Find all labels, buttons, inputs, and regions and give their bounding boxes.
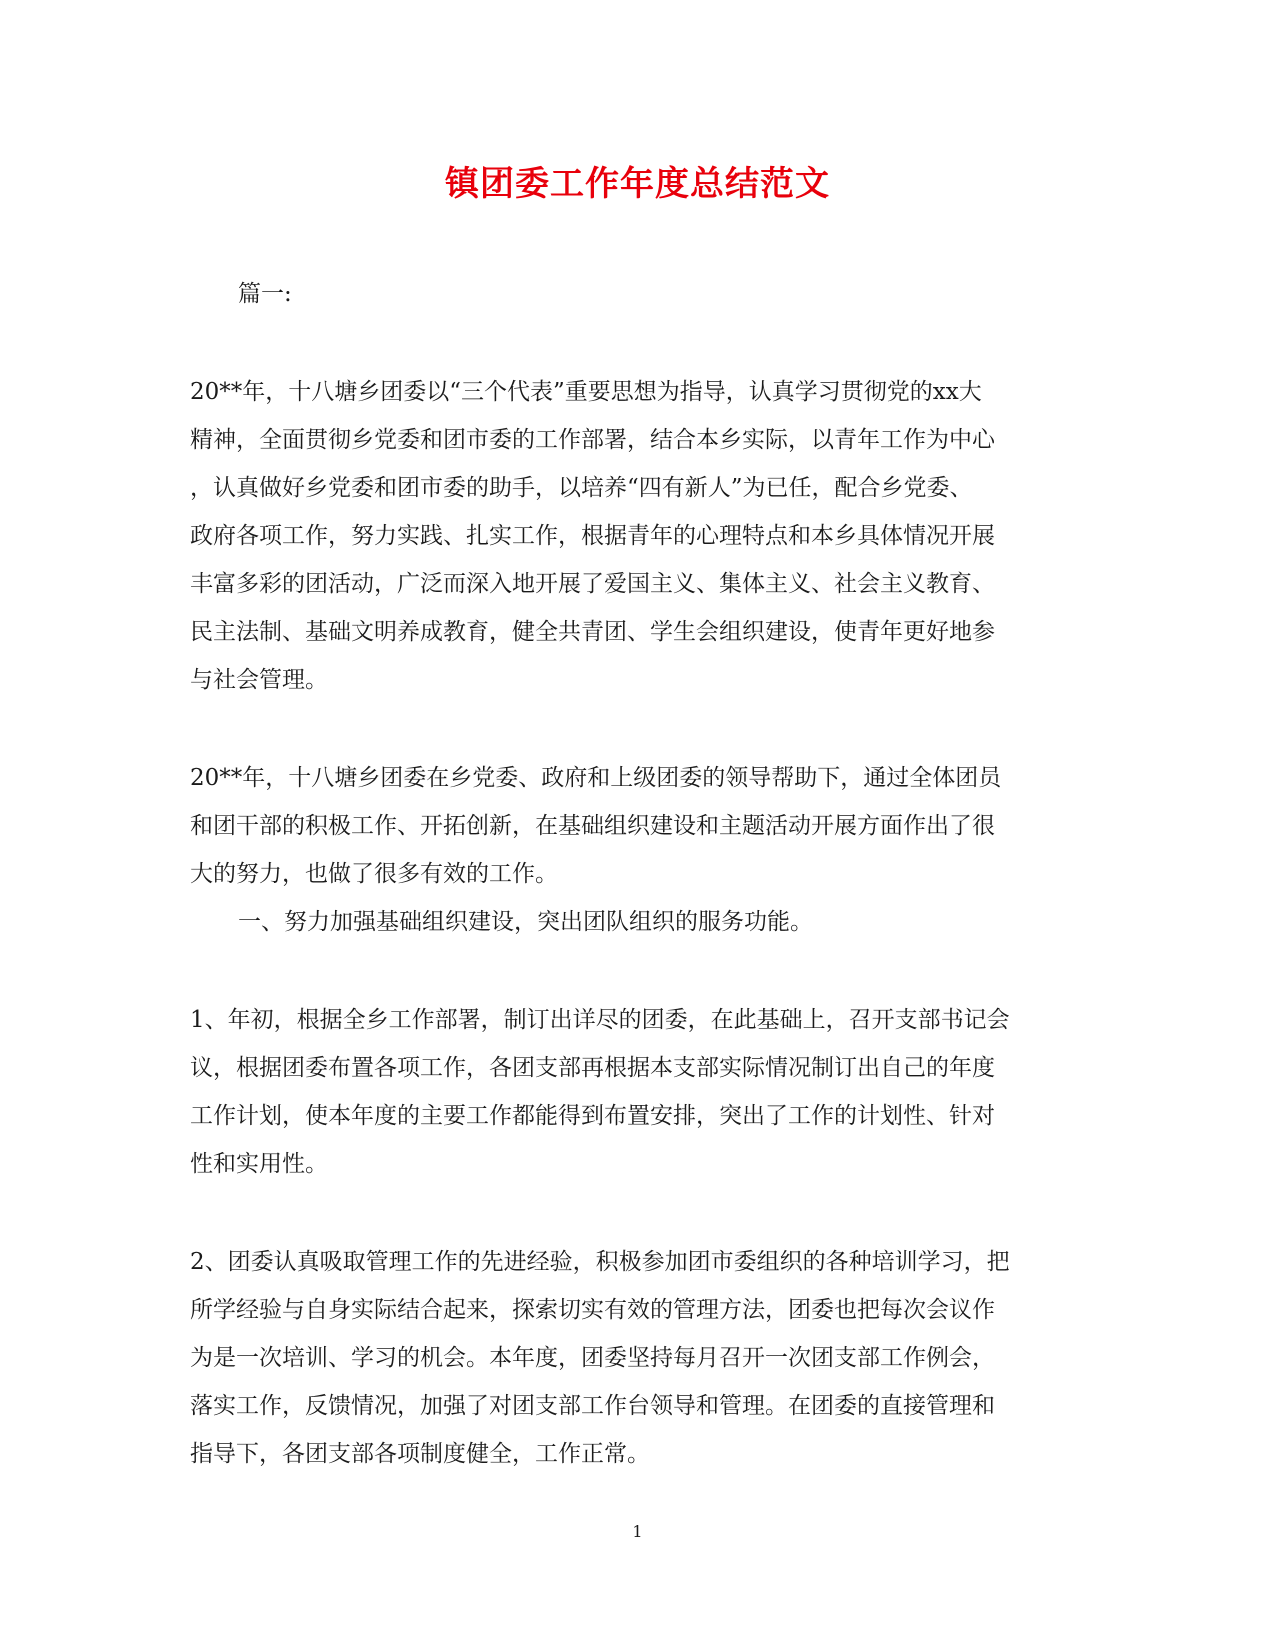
section-heading-one: 一、努力加强基础组织建设，突出团队组织的服务功能。 xyxy=(238,909,813,935)
paragraph-item-1: 1、年初，根据全乡工作部署，制订出详尽的团委，在此基础上，召开支部书记会 议，根据团委布置各项工作，各团支部再根据本支部实际情况制订出自己的年度 工作计划，使本年度的主要工作都能得到布置安排，突出了工作的计划性、针对 性和实用性。 xyxy=(190,1007,1010,1177)
section-label: 篇一: xyxy=(238,281,292,307)
paragraph-intro: 20**年，十八塘乡团委以“三个代表”重要思想为指导，认真学习贯彻党的xx大 精神，全面贯彻乡党委和团市委的工作部署，结合本乡实际，以青年工作为中心 ，认真做好乡党委和团市委的助手，以培养“四有新人”为已任，配合乡党委、 政府各项工作，努力实践、扎实工作，根据青年的心理特点和本乡具体情况开展 丰富多彩的团活动，广泛而深入地开展了爱国主义、集体主义、社会主义教育、 民主法制、基础文明养成教育，健全共青团、学生会组织建设，使青年更好地参 与社会管理。 xyxy=(190,379,995,693)
paragraph-item-2: 2、团委认真吸取管理工作的先进经验，积极参加团市委组织的各种培训学习，把 所学经验与自身实际结合起来，探索切实有效的管理方法，团委也把每次会议作 为是一次培训、学习的机会。本年度，团委坚持每月召开一次团支部工作例会， 落实工作，反馈情况，加强了对团支部工作台领导和管理。在团委的直接管理和 指导下，各团支部各项制度健全，工作正常。 xyxy=(190,1249,1010,1467)
paragraph-summary: 20**年，十八塘乡团委在乡党委、政府和上级团委的领导帮助下，通过全体团员 和团干部的积极工作、开拓创新，在基础组织建设和主题活动开展方面作出了很 大的努力，也做了很多有效的工作。 xyxy=(190,765,1002,887)
document-title: 镇团委工作年度总结范文 xyxy=(445,164,830,204)
page-number: 1 xyxy=(632,1522,643,1541)
document-body xyxy=(190,270,1085,1478)
